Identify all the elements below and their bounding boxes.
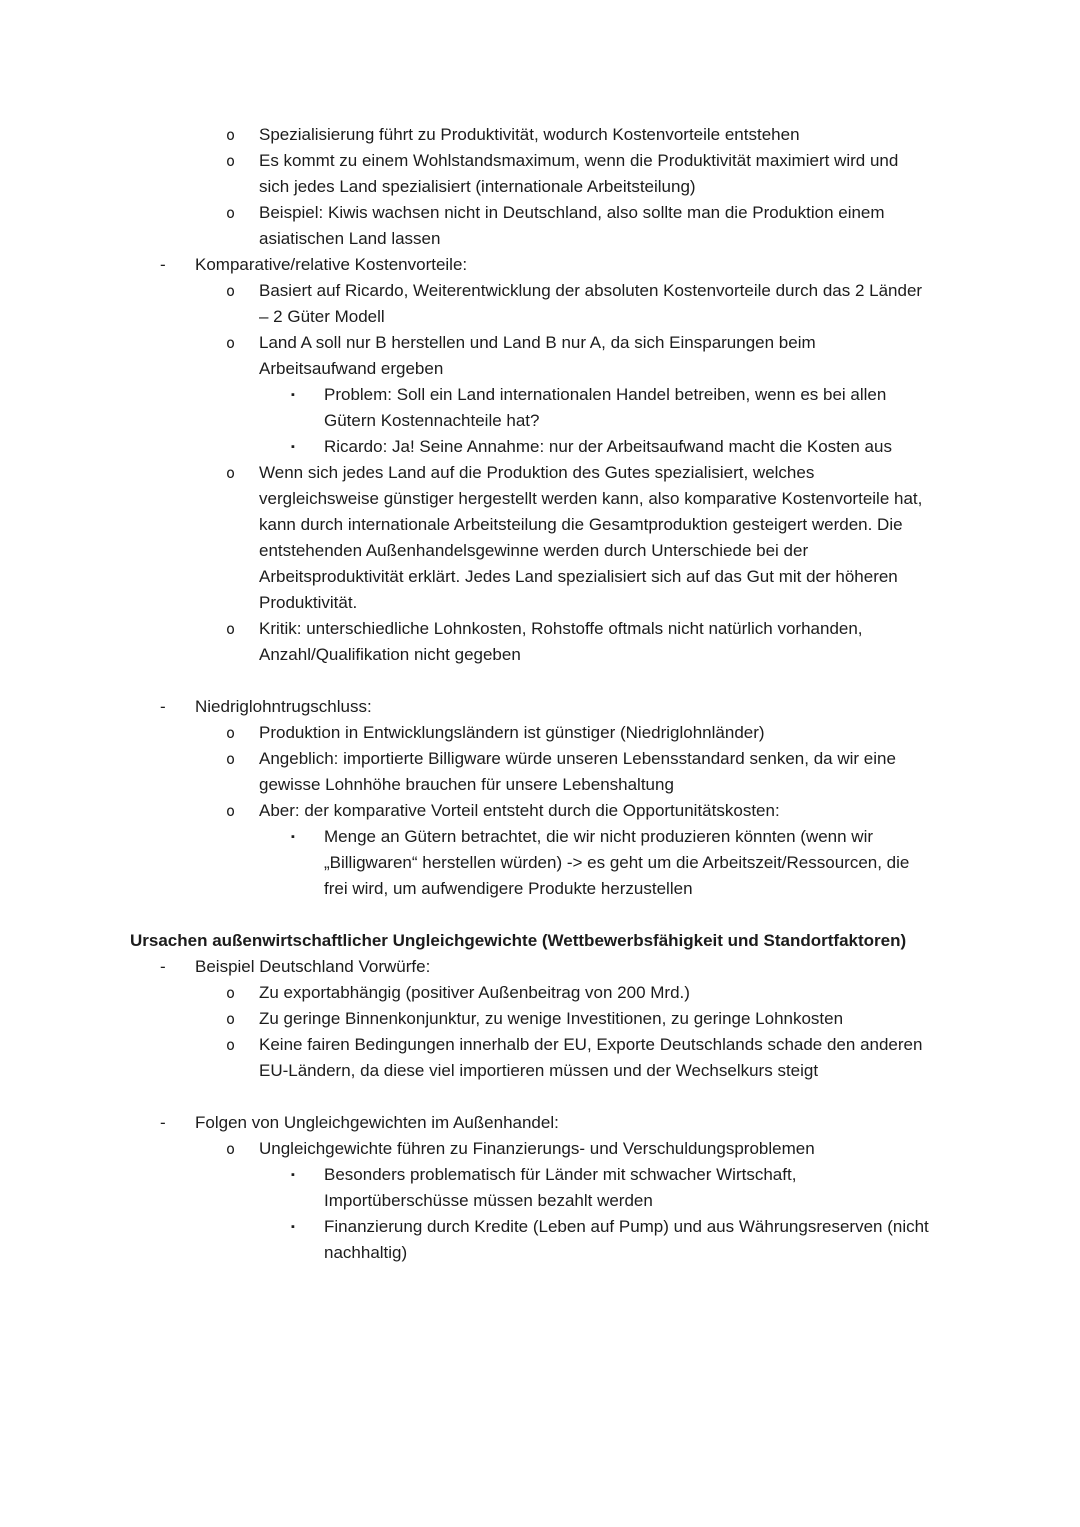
- list-item: [130, 1162, 930, 1214]
- dash-bullet-icon: -: [160, 1113, 166, 1132]
- list-item-text: Ricardo: Ja! Seine Annahme: nur der Arbeitsaufwand macht die Kosten aus: [324, 437, 892, 456]
- circle-bullet-icon: o: [226, 282, 236, 300]
- list-item-text: Niedriglohntrugschluss:: [195, 697, 372, 716]
- list-item: [130, 720, 930, 746]
- list-item: [130, 798, 930, 824]
- circle-bullet-icon: o: [226, 1010, 236, 1028]
- list-item-text: Beispiel: Kiwis wachsen nicht in Deutschland, also sollte man die Produktion einem asiatischen Land lassen: [259, 203, 885, 248]
- list-item-text: Folgen von Ungleichgewichten im Außenhandel:: [195, 1113, 559, 1132]
- list-item-text: Wenn sich jedes Land auf die Produktion des Gutes spezialisiert, welches vergleichsweise günstiger hergestellt werden kann, also komparative Kostenvorteile hat, kann durch internationale Arbeitsteilung die Gesamtproduktion gesteigert werden. Die entstehenden Außenhandelsgewinne werden durch Unterschiede bei der Arbeitsproduktivität erklärt. Jedes Land spezialisiert sich auf das Gut mit der höheren Produktivität.: [259, 463, 923, 612]
- list-item: [130, 616, 930, 668]
- list-item: [130, 824, 930, 902]
- list-item: [130, 278, 930, 330]
- list-item-text: Land A soll nur B herstellen und Land B nur A, da sich Einsparungen beim Arbeitsaufwand ergeben: [259, 333, 816, 378]
- list-item-text: Komparative/relative Kostenvorteile:: [195, 255, 468, 274]
- list-item-text: Spezialisierung führt zu Produktivität, wodurch Kostenvorteile entstehen: [259, 125, 800, 144]
- list-item: [130, 252, 930, 278]
- list-item: [130, 1136, 930, 1162]
- list-item-text: Zu exportabhängig (positiver Außenbeitrag von 200 Mrd.): [259, 983, 690, 1002]
- circle-bullet-icon: o: [226, 204, 236, 222]
- list-item-text: Problem: Soll ein Land internationalen Handel betreiben, wenn es bei allen Gütern Kostennachteile hat?: [324, 385, 887, 430]
- blank-line: [130, 902, 930, 928]
- circle-bullet-icon: o: [226, 1036, 236, 1054]
- list-item: [130, 1006, 930, 1032]
- list-item-text: Kritik: unterschiedliche Lohnkosten, Rohstoffe oftmals nicht natürlich vorhanden, Anzahl/Qualifikation nicht gegeben: [259, 619, 863, 664]
- circle-bullet-icon: o: [226, 802, 236, 820]
- list-item: [130, 746, 930, 798]
- list-item: [130, 980, 930, 1006]
- list-item: [130, 434, 930, 460]
- circle-bullet-icon: o: [226, 464, 236, 482]
- square-bullet-icon: ▪: [291, 831, 295, 843]
- dash-bullet-icon: -: [160, 697, 166, 716]
- dash-bullet-icon: -: [160, 957, 166, 976]
- list-item: [130, 122, 930, 148]
- dash-bullet-icon: -: [160, 255, 166, 274]
- list-item-text: Keine fairen Bedingungen innerhalb der EU, Exporte Deutschlands schade den anderen EU-Ländern, da diese viel importieren müssen und der Wechselkurs steigt: [259, 1035, 923, 1080]
- blank-line: [130, 1084, 930, 1110]
- list-item: [130, 1032, 930, 1084]
- circle-bullet-icon: o: [226, 334, 236, 352]
- list-item-text: Angeblich: importierte Billigware würde unseren Lebensstandard senken, da wir eine gewisse Lohnhöhe brauchen für unsere Lebenshaltung: [259, 749, 896, 794]
- list-item-text: Es kommt zu einem Wohlstandsmaximum, wenn die Produktivität maximiert wird und sich jedes Land spezialisiert (internationale Arbeitsteilung): [259, 151, 899, 196]
- list-item-text: Finanzierung durch Kredite (Leben auf Pump) und aus Währungsreserven (nicht nachhaltig): [324, 1217, 929, 1262]
- list-item: [130, 694, 930, 720]
- list-item: [130, 460, 930, 616]
- square-bullet-icon: ▪: [291, 389, 295, 401]
- list-item: [130, 1214, 930, 1266]
- circle-bullet-icon: o: [226, 1140, 236, 1158]
- list-item: [130, 200, 930, 252]
- list-item-text: Aber: der komparative Vorteil entsteht durch die Opportunitätskosten:: [259, 801, 780, 820]
- list-item: [130, 954, 930, 980]
- list-item-text: Basiert auf Ricardo, Weiterentwicklung der absoluten Kostenvorteile durch das 2 Länder – 2 Güter Modell: [259, 281, 923, 326]
- section-heading: Ursachen außenwirtschaftlicher Ungleichgewichte (Wettbewerbsfähigkeit und Standortfaktoren): [130, 931, 907, 950]
- list-item-text: Besonders problematisch für Länder mit schwacher Wirtschaft, Importüberschüsse müssen bezahlt werden: [324, 1165, 797, 1210]
- circle-bullet-icon: o: [226, 750, 236, 768]
- document-content: [130, 122, 930, 1266]
- list-item-text: Menge an Gütern betrachtet, die wir nicht produzieren könnten (wenn wir „Billigwaren“ herstellen würden) -> es geht um die Arbeitszeit/Ressourcen, die frei wird, um aufwendigere Produkte herzustellen: [324, 827, 910, 898]
- list-item-text: Produktion in Entwicklungsländern ist günstiger (Niedriglohnländer): [259, 723, 765, 742]
- square-bullet-icon: ▪: [291, 1169, 295, 1181]
- list-item: [130, 1110, 930, 1136]
- list-item-text: Beispiel Deutschland Vorwürfe:: [195, 957, 431, 976]
- blank-line: [130, 668, 930, 694]
- circle-bullet-icon: o: [226, 724, 236, 742]
- list-item: [130, 148, 930, 200]
- list-item: [130, 382, 930, 434]
- circle-bullet-icon: o: [226, 152, 236, 170]
- square-bullet-icon: ▪: [291, 441, 295, 453]
- square-bullet-icon: ▪: [291, 1221, 295, 1233]
- list-item-text: Zu geringe Binnenkonjunktur, zu wenige Investitionen, zu geringe Lohnkosten: [259, 1009, 844, 1028]
- list-item: [130, 330, 930, 382]
- circle-bullet-icon: o: [226, 984, 236, 1002]
- list-item-text: Ungleichgewichte führen zu Finanzierungs- und Verschuldungsproblemen: [259, 1139, 815, 1158]
- circle-bullet-icon: o: [226, 620, 236, 638]
- circle-bullet-icon: o: [226, 126, 236, 144]
